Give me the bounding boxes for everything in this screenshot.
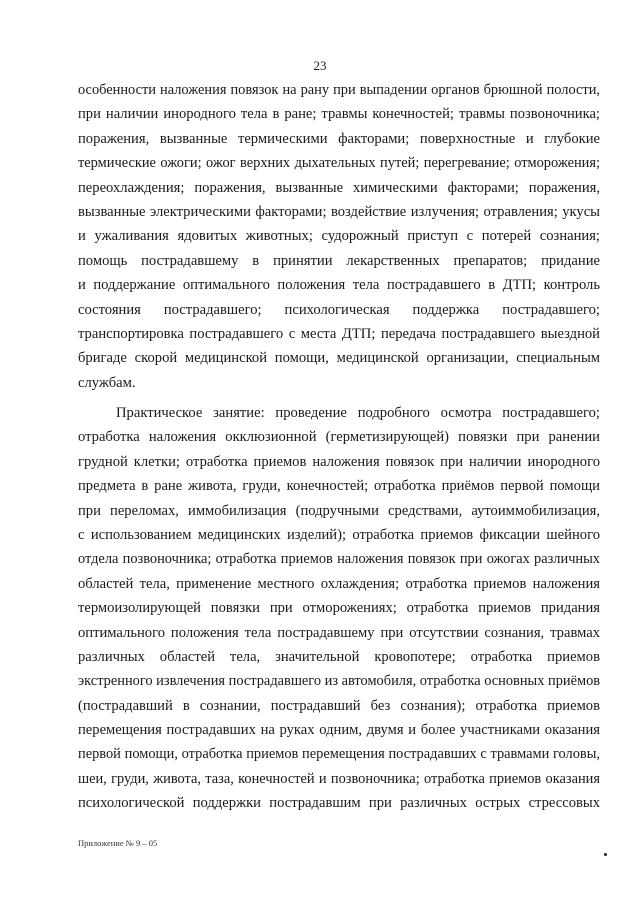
text-line: вызванные электрическими факторами; воздействие излучения; отравления; укусы <box>78 203 600 220</box>
text-line: с использованием медицинских изделий); отработка приемов фиксации шейного <box>78 526 600 543</box>
text-line: областей тела, применение местного охлаждения; отработка приемов наложения <box>78 575 600 592</box>
text-line: состояния пострадавшего; психологическая поддержка пострадавшего; <box>78 301 600 318</box>
text-line: особенности наложения повязок на рану при выпадении органов брюшной полости, <box>78 82 600 98</box>
text-line: отработка наложения окклюзионной (герметизирующей) повязки при ранении <box>78 429 600 446</box>
text-line: первой помощи, отработка приемов перемещения пострадавших с травмами головы, <box>78 746 600 763</box>
footer-annex-label: Приложение № 9 – 05 <box>78 838 158 848</box>
text-line: экстренного извлечения пострадавшего из автомобиля, отработка основных приёмов <box>78 673 601 690</box>
text-line: и ужаливания ядовитых животных; судорожный приступ с потерей сознания; <box>78 228 600 245</box>
text-line: бригаде скорой медицинской помощи, медицинской организации, специальным <box>78 350 600 367</box>
text-line: шеи, груди, живота, таза, конечностей и позвоночника; отработка приемов оказания <box>78 770 600 787</box>
text-line: при переломах, иммобилизация (подручными средствами, аутоиммобилизация, <box>78 502 600 519</box>
text-line: (пострадавший в сознании, пострадавший без сознания); отработка приемов <box>78 697 600 714</box>
text-line: переохлаждения; поражения, вызванные химическими факторами; поражения, <box>78 179 600 196</box>
text-line: термические ожоги; ожог верхних дыхательных путей; перегревание; отморожения; <box>78 155 600 172</box>
text-line: при наличии инородного тела в ране; травмы конечностей; травмы позвоночника; <box>78 106 600 123</box>
paragraph-practical-lesson <box>78 401 600 816</box>
page-number: 23 <box>313 58 327 73</box>
text-line: перемещения пострадавших на руках одним, двумя и более участниками оказания <box>78 722 600 739</box>
text-line: помощь пострадавшему в принятии лекарственных препаратов; придание <box>78 252 600 269</box>
text-line: отдела позвоночника; отработка приемов наложения повязок при ожогах различных <box>78 551 600 568</box>
text-line: и поддержание оптимального положения тела пострадавшего в ДТП; контроль <box>78 277 600 294</box>
text-line: Практическое занятие: проведение подробного осмотра пострадавшего; <box>116 405 600 421</box>
text-line: психологической поддержки пострадавшим при различных острых стрессовых <box>78 795 600 812</box>
text-line: грудной клетки; отработка приемов наложения повязок при наличии инородного <box>78 453 600 470</box>
text-line: оптимального положения тела пострадавшему при отсутствии сознания, травмах <box>78 624 600 641</box>
text-line: термоизолирующей повязки при отморожениях; отработка приемов придания <box>78 600 600 617</box>
text-line: различных областей тела, значительной кровопотере; отработка приемов <box>78 648 600 665</box>
paragraph-continuation <box>78 78 600 395</box>
text-line: транспортировка пострадавшего с места ДТП; передача пострадавшего выездной <box>78 325 600 342</box>
text-line: службам. <box>78 374 136 391</box>
text-line: поражения, вызванные термическими факторами; поверхностные и глубокие <box>78 130 600 147</box>
scan-speck <box>604 853 607 856</box>
text-line: предмета в ране живота, груди, конечностей; отработка приёмов первой помощи <box>78 478 600 495</box>
